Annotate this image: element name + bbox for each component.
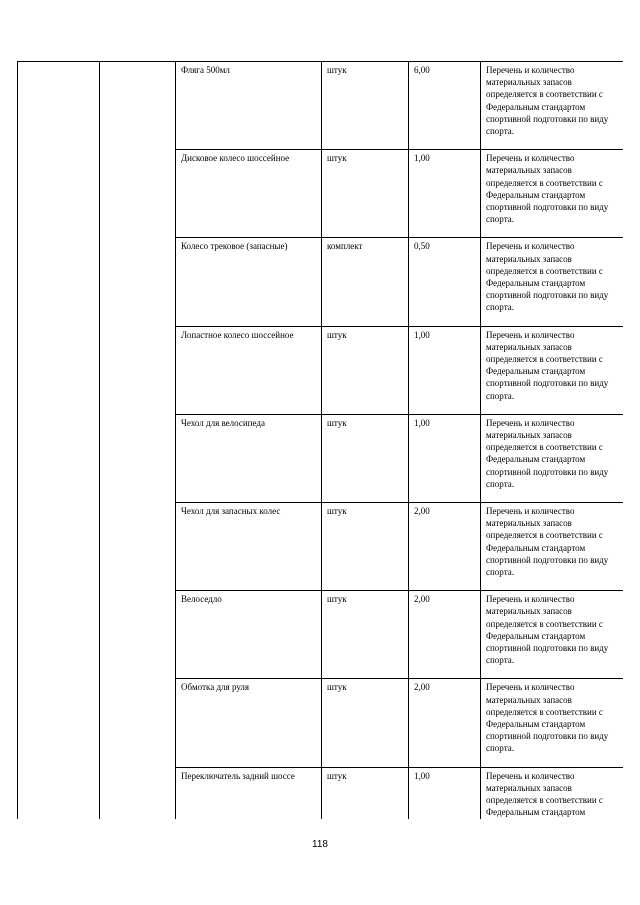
unit-cell: штук (322, 62, 409, 150)
note-cell: Перечень и количество материальных запасов определяется в соответствии с Федеральным стандартом спортивной подготовки по виду спорта. (481, 591, 624, 679)
unit-cell: штук (322, 414, 409, 502)
item-name-cell: Лопастное колесо шоссейное (176, 326, 322, 414)
quantity-cell: 2,00 (409, 591, 481, 679)
table-row (18, 62, 624, 150)
quantity-cell: 2,00 (409, 502, 481, 590)
merged-cell-col1 (18, 62, 100, 820)
item-name-cell: Дисковое колесо шоссейное (176, 150, 322, 238)
item-name-cell: Велоседло (176, 591, 322, 679)
item-name-cell: Переключатель задний шоссе (176, 767, 322, 819)
note-cell: Перечень и количество материальных запасов определяется в соответствии с Федеральным стандартом спортивной подготовки по виду спорта. (481, 414, 624, 502)
item-name-cell: Чехол для запасных колес (176, 502, 322, 590)
note-cell: Перечень и количество материальных запасов определяется в соответствии с Федеральным стандартом спортивной подготовки по виду спорта. (481, 502, 624, 590)
quantity-cell: 1,00 (409, 414, 481, 502)
merged-cell-col2 (100, 62, 176, 820)
note-cell: Перечень и количество материальных запасов определяется в соответствии с Федеральным стандартом спортивной подготовки по виду спорта. (481, 62, 624, 150)
quantity-cell: 2,00 (409, 679, 481, 767)
note-cell: Перечень и количество материальных запасов определяется в соответствии с Федеральным стандартом спортивной подготовки по виду спорта. (481, 238, 624, 326)
unit-cell: штук (322, 150, 409, 238)
page-number: 118 (312, 839, 328, 850)
item-name-cell: Чехол для велосипеда (176, 414, 322, 502)
quantity-cell: 6,00 (409, 62, 481, 150)
quantity-cell: 1,00 (409, 326, 481, 414)
unit-cell: штук (322, 679, 409, 767)
quantity-cell: 0,50 (409, 238, 481, 326)
unit-cell: штук (322, 502, 409, 590)
item-name-cell: Фляга 500мл (176, 62, 322, 150)
unit-cell: штук (322, 326, 409, 414)
unit-cell: штук (322, 591, 409, 679)
unit-cell: комплект (322, 238, 409, 326)
unit-cell: штук (322, 767, 409, 819)
materials-table (17, 61, 623, 819)
table-container (17, 61, 623, 819)
note-cell: Перечень и количество материальных запасов определяется в соответствии с Федеральным стандартом спортивной подготовки по виду спорта. (481, 679, 624, 767)
note-cell: Перечень и количество материальных запасов определяется в соответствии с Федеральным стандартом спортивной подготовки по виду спорта. (481, 150, 624, 238)
note-cell: Перечень и количество материальных запасов определяется в соответствии с Федеральным стандартом (481, 767, 624, 819)
item-name-cell: Колесо трековое (запасные) (176, 238, 322, 326)
note-cell: Перечень и количество материальных запасов определяется в соответствии с Федеральным стандартом спортивной подготовки по виду спорта. (481, 326, 624, 414)
quantity-cell: 1,00 (409, 767, 481, 819)
item-name-cell: Обмотка для руля (176, 679, 322, 767)
quantity-cell: 1,00 (409, 150, 481, 238)
